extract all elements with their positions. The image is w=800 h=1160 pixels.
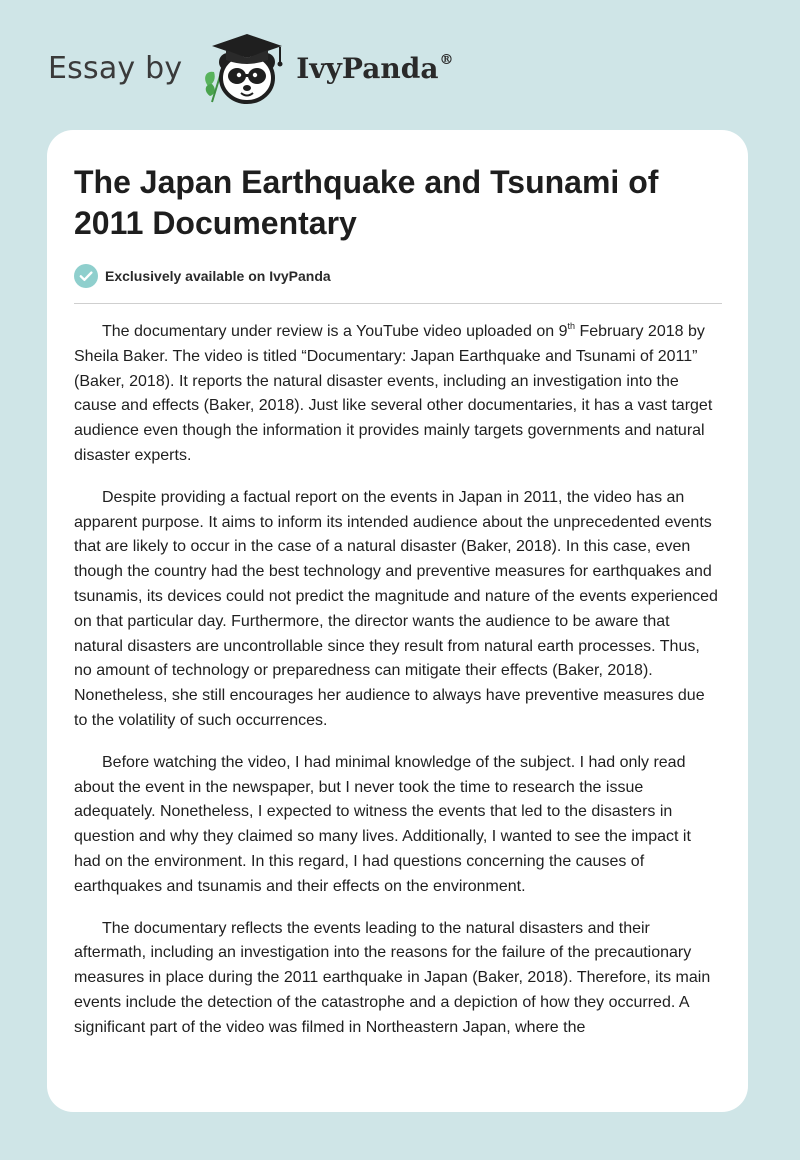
site-header xyxy=(48,28,453,108)
trademark-symbol: ® xyxy=(439,51,454,68)
paragraph-text: February 2018 by Sheila Baker. The video is titled “Documentary: Japan Earthquake and Tsunami of 2011” (Baker, 2018). It reports the natural disaster events, including an investigation into the cause and effects (Baker, 2018). Just like several other documentaries, it has a vast target audience even though the information it provides mainly targets governments and natural disaster experts. xyxy=(74,323,713,464)
exclusive-label: Exclusively available on IvyPanda xyxy=(105,268,331,284)
paragraph-text: The documentary under review is a YouTube video uploaded on 9 xyxy=(102,323,568,340)
page-title: The Japan Earthquake and Tsunami of 2011 Documentary xyxy=(74,164,659,241)
ordinal-suffix: th xyxy=(567,321,576,331)
brand-prefix: Essay by xyxy=(48,50,183,86)
check-badge-icon xyxy=(74,264,98,288)
divider xyxy=(74,303,722,304)
exclusive-notice xyxy=(74,264,331,288)
essay-card xyxy=(47,130,748,1112)
panda-graduate-logo-icon xyxy=(196,28,292,108)
brand-name-text: IvyPanda xyxy=(296,51,439,85)
paragraph xyxy=(74,320,722,469)
brand-name xyxy=(296,52,453,85)
paragraph: The documentary reflects the events leading to the natural disasters and their aftermath, including an investigation into the reasons for the failure of the precautionary measures in place during the 2011 earthquake in Japan (Baker, 2018). Therefore, its main events include the detection of the catastrophe and a depiction of how they occurred. A significant part of the video was filmed in Northeastern Japan, where the xyxy=(74,919,711,1036)
essay-body xyxy=(74,320,722,1058)
paragraph: Despite providing a factual report on the events in Japan in 2011, the video has an apparent purpose. It aims to inform its intended audience about the unprecedented events that are likely to occur in the case of a natural disaster (Baker, 2018). In this case, even though the country had the best technology and preventive measures for earthquakes and tsunamis, its devices could not predict the magnitude and nature of the events experienced on that particular day. Furthermore, the director wants the audience to be aware that natural disasters are uncontrollable since they result from natural earth processes. Thus, no amount of technology or preparedness can mitigate their effects (Baker, 2018). Nonetheless, she still encourages her audience to always have preventive measures due to the volatility of such occurrences. xyxy=(74,488,718,729)
paragraph: Before watching the video, I had minimal knowledge of the subject. I had only read about the event in the newspaper, but I never took the time to research the issue adequately. Nonetheless, I expected to witness the events that led to the disasters in question and why they claimed so many lives. Additionally, I wanted to see the impact it had on the environment. In this regard, I had questions concerning the causes of earthquakes and tsunamis and their effects on the environment. xyxy=(74,753,691,895)
